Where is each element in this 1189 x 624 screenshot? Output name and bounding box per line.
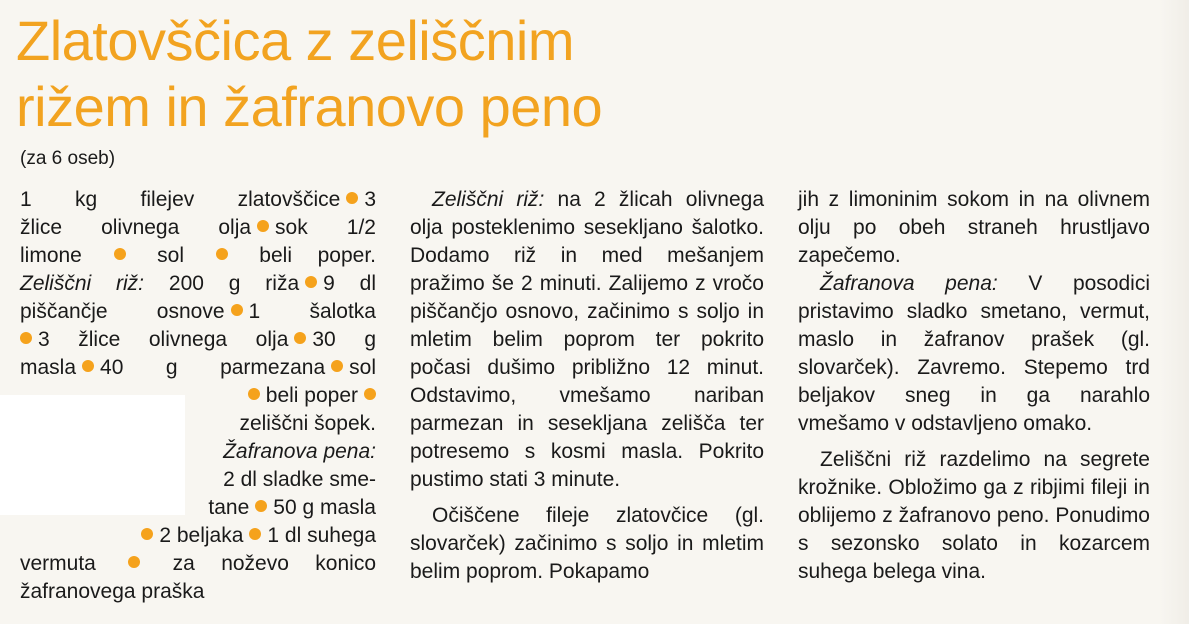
ingredient-line bbox=[20, 578, 376, 606]
bullet-icon bbox=[82, 360, 94, 372]
ingredient-line bbox=[20, 214, 376, 242]
fish-method-continuation: jih z limoninim sokom in na olivnem olju po obeh straneh hrustljavo zapečemo. bbox=[798, 188, 1150, 267]
ingredient-line bbox=[20, 550, 376, 578]
ingredient-text: 2 dl sladke sme- bbox=[223, 468, 376, 491]
ingredient-text: 200 g riža bbox=[168, 272, 300, 295]
ingredient-line bbox=[20, 186, 376, 214]
ingredient-line bbox=[20, 522, 376, 550]
rice-heading: Zeliščni riž: bbox=[20, 272, 145, 295]
bullet-icon bbox=[249, 528, 261, 540]
bullet-icon bbox=[346, 192, 358, 204]
foam-method-heading: Žafranova pena: bbox=[820, 272, 998, 295]
serving-paragraph: Zeliščni riž razdelimo na segrete krožnike. Obložimo ga z ribjimi fileji in oblijemo z žafranovo peno. Ponudimo s sezonsko solato in kozarcem suhega belega vina. bbox=[798, 448, 1150, 583]
ingredient-text: limone bbox=[20, 244, 82, 267]
bullet-icon bbox=[248, 388, 260, 400]
fish-method-paragraph: Očiščene fileje zlatovčice (gl. slovarček) začinimo s soljo in mletim belim poprom. Pokapamo bbox=[410, 504, 764, 583]
ingredient-text: tane bbox=[208, 496, 250, 519]
blank-patch bbox=[0, 395, 185, 515]
ingredient-text: zeliščni šopek. bbox=[239, 412, 376, 435]
ingredient-text: vermuta bbox=[20, 552, 96, 575]
ingredient-text: piščančje osnove bbox=[20, 300, 225, 323]
bullet-icon bbox=[255, 500, 267, 512]
ingredient-line bbox=[20, 270, 376, 298]
ingredient-text: sok 1/2 bbox=[275, 216, 376, 239]
rice-method-heading: Zeliščni riž: bbox=[432, 188, 545, 211]
ingredient-text: 1 šalotka bbox=[248, 300, 376, 323]
bullet-icon bbox=[141, 528, 153, 540]
ingredient-text: 1 dl suhega bbox=[267, 524, 376, 547]
ingredient-line bbox=[20, 242, 376, 270]
recipe-title bbox=[16, 8, 602, 140]
bullet-icon bbox=[231, 304, 243, 316]
method-column-3 bbox=[798, 186, 1150, 586]
ingredient-text: za noževo konico bbox=[172, 552, 376, 575]
ingredient-text: masla bbox=[20, 356, 77, 379]
ingredient-text: beli poper bbox=[265, 384, 358, 407]
bullet-icon bbox=[128, 556, 140, 568]
foam-heading: Žafranova pena: bbox=[223, 440, 376, 463]
title-line-1: Zlatovščica z zeliščnim bbox=[16, 9, 574, 72]
bullet-icon bbox=[20, 332, 32, 344]
foam-method-paragraph bbox=[798, 270, 1150, 438]
rice-method-paragraph bbox=[410, 186, 764, 494]
bullet-icon bbox=[114, 248, 126, 260]
ingredient-text: 40 g parmezana bbox=[100, 356, 326, 379]
method-column-2 bbox=[410, 186, 764, 586]
ingredient-text: 50 g masla bbox=[273, 496, 376, 519]
paragraph-text: na 2 žlicah olivnega olja posteklenimo sesekljano šalotko. Dodamo riž in med mešanjem pražimo še 2 minuti. Zalijemo z vročo piščančjo osnovo, začinimo s soljo in mletim belim poprom ter pokrito počasi dušimo približno 12 minut. Odstavimo, vmešamo nariban parmezan in sesekljana zelišča ter potresemo s kosmi masla. Pokrito pustimo stati 3 minute. bbox=[410, 188, 765, 491]
ingredient-text: 9 dl bbox=[323, 272, 377, 295]
servings-note: (za 6 oseb) bbox=[20, 148, 116, 169]
bullet-icon bbox=[331, 360, 343, 372]
scan-edge-shadow bbox=[1159, 0, 1189, 624]
ingredient-text: 1 kg filejev zlatovščice bbox=[20, 188, 341, 211]
ingredient-text: žafranovega praška bbox=[20, 580, 205, 603]
ingredient-line bbox=[20, 326, 376, 354]
bullet-icon bbox=[294, 332, 306, 344]
ingredient-text: žlice olivnega olja bbox=[20, 216, 252, 239]
ingredient-text: 2 beljaka bbox=[159, 524, 244, 547]
bullet-icon bbox=[257, 220, 269, 232]
ingredient-text: 30 g bbox=[312, 328, 377, 351]
paragraph-text: V posodici pristavimo sladko smetano, vermut, maslo in žafranov prašek (gl. slovarček). Zavremo. Stepemo trd beljakov sneg in ga narahlo vmešamo v odstavljeno omako. bbox=[798, 272, 1150, 435]
ingredient-text: sol bbox=[157, 244, 185, 267]
bullet-icon bbox=[364, 388, 376, 400]
ingredient-text: 3 bbox=[364, 188, 376, 211]
ingredient-line bbox=[20, 354, 376, 382]
title-line-2: rižem in žafranovo peno bbox=[16, 75, 603, 138]
ingredient-text: sol bbox=[349, 356, 376, 379]
ingredient-text: beli poper. bbox=[259, 244, 377, 267]
bullet-icon bbox=[216, 248, 228, 260]
ingredient-text: 3 žlice olivnega olja bbox=[38, 328, 289, 351]
ingredient-line bbox=[20, 298, 376, 326]
bullet-icon bbox=[305, 276, 317, 288]
